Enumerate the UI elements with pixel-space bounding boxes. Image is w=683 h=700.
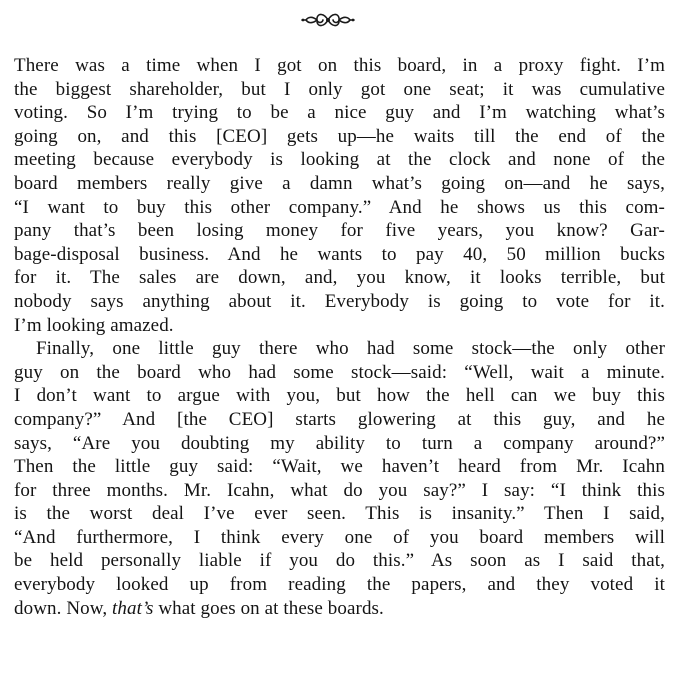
text-line: everybody looked up from reading the papers, and they voted it bbox=[14, 574, 665, 596]
final-text-line bbox=[14, 597, 665, 621]
text-line: for it. The sales are down, and, you know, it looks terrible, but bbox=[14, 267, 665, 289]
text-line: voting. So I’m trying to be a nice guy and I’m watching what’s bbox=[14, 102, 665, 124]
fleuron-ornament-icon bbox=[300, 8, 356, 32]
final-line-start: down. Now, bbox=[14, 597, 113, 619]
text-line: company?” And [the CEO] starts glowering at this guy, and he bbox=[14, 408, 665, 430]
final-line-end: what goes on at these boards. bbox=[153, 597, 384, 619]
text-line: Finally, one little guy there who had some stock—the only other bbox=[36, 338, 665, 360]
text-line: the biggest shareholder, but I only got one seat; it was cumulative bbox=[14, 78, 665, 100]
text-line: board members really give a damn what’s going on—and he says, bbox=[14, 172, 665, 194]
paragraph-2 bbox=[14, 337, 665, 620]
text-line: be held personally liable if you do this.” As soon as I said that, bbox=[14, 550, 665, 572]
text-line: I’m looking amazed. bbox=[14, 314, 174, 336]
body-text bbox=[14, 54, 665, 620]
text-line: says, “Are you doubting my ability to turn a company around?” bbox=[14, 432, 665, 454]
text-line: bage-disposal business. And he wants to pay 40, 50 million bucks bbox=[14, 243, 665, 265]
text-line: “I want to buy this other company.” And he shows us this com- bbox=[14, 196, 665, 218]
text-line: going on, and this [CEO] gets up—he waits till the end of the bbox=[14, 125, 665, 147]
text-line: pany that’s been losing money for five years, you know? Gar- bbox=[14, 220, 665, 242]
paragraph-1 bbox=[14, 54, 665, 337]
text-line: for three months. Mr. Icahn, what do you say?” I say: “I think this bbox=[14, 479, 665, 501]
text-line: “And furthermore, I think every one of you board members will bbox=[14, 526, 665, 548]
text-line: is the worst deal I’ve ever seen. This is insanity.” Then I said, bbox=[14, 503, 665, 525]
text-line: Then the little guy said: “Wait, we haven’t heard from Mr. Icahn bbox=[14, 456, 665, 478]
text-line: meeting because everybody is looking at the clock and none of the bbox=[14, 149, 665, 171]
text-line: I don’t want to argue with you, but how the hell can we buy this bbox=[14, 385, 665, 407]
text-line: guy on the board who had some stock—said: “Well, wait a minute. bbox=[14, 361, 665, 383]
text-line: There was a time when I got on this board, in a proxy fight. I’m bbox=[14, 55, 665, 76]
emphasized-word: that’s bbox=[112, 597, 154, 619]
text-line: nobody says anything about it. Everybody is going to vote for it. bbox=[14, 290, 665, 312]
